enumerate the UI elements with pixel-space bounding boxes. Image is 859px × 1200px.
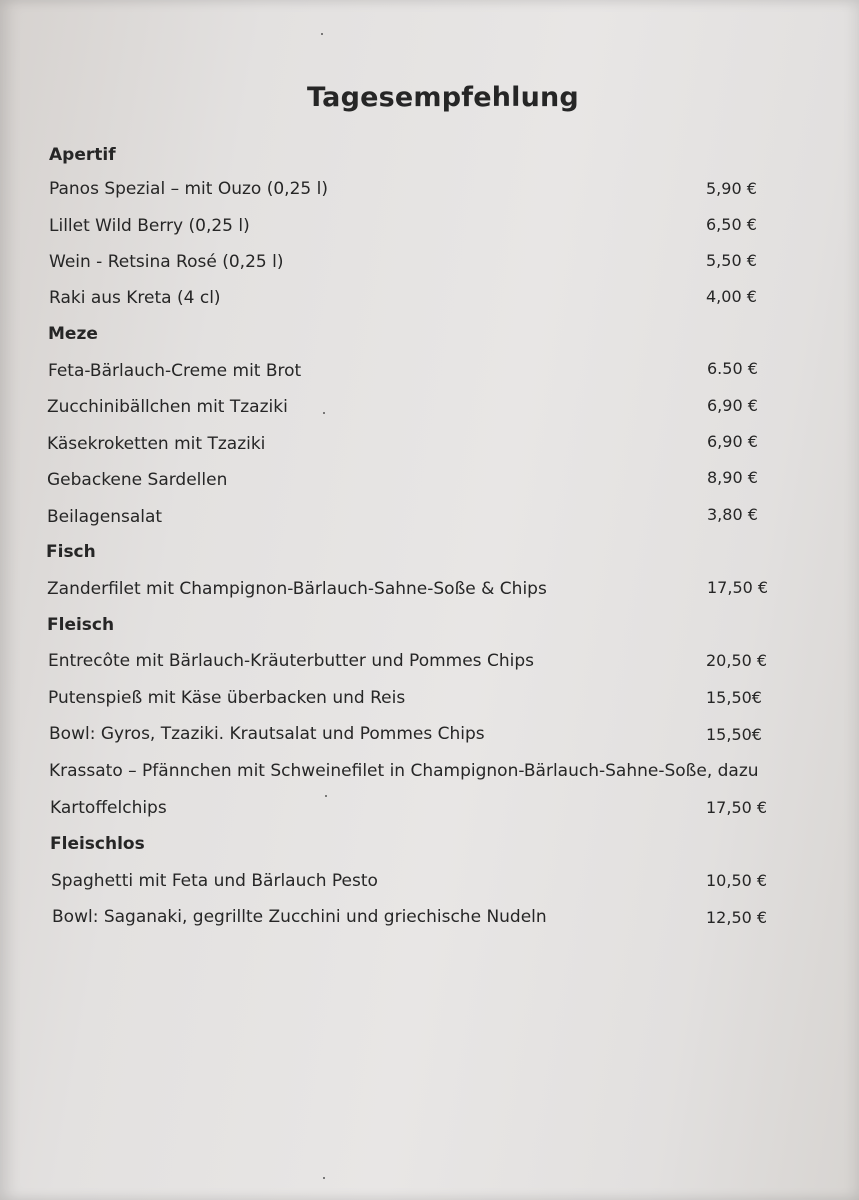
menu-item-name: Käsekroketten mit Tzaziki — [47, 434, 266, 454]
menu-item-name: Raki aus Kreta (4 cl) — [49, 288, 221, 308]
menu-item-price: 4,00 € — [706, 287, 757, 306]
section-heading-fleisch: Fleisch — [47, 615, 115, 635]
menu-item-name: Bowl: Gyros, Tzaziki. Krautsalat und Pommes Chips — [49, 724, 485, 744]
menu-item-name: Panos Spezial – mit Ouzo (0,25 l) — [49, 179, 328, 199]
menu-item-price: 5,90 € — [706, 179, 757, 198]
section-heading-fisch: Fisch — [46, 542, 96, 562]
menu-item-price: 15,50€ — [706, 725, 762, 744]
menu-item-price: 17,50 € — [707, 578, 769, 597]
menu-item-price: 15,50€ — [706, 688, 762, 707]
menu-item-name: Zucchinibällchen mit Tzaziki — [47, 397, 288, 417]
menu-item-price: 6.50 € — [707, 359, 758, 378]
menu-item-price: 17,50 € — [706, 798, 768, 817]
menu-item-price: 6,50 € — [706, 215, 757, 234]
menu-item-name: Spaghetti mit Feta und Bärlauch Pesto — [51, 871, 378, 891]
menu-item-name: Lillet Wild Berry (0,25 l) — [49, 216, 250, 236]
menu-item-price: 10,50 € — [706, 871, 768, 890]
menu-item-name: Entrecôte mit Bärlauch-Kräuterbutter und Pommes Chips — [48, 651, 534, 671]
section-heading-fleischlos: Fleischlos — [50, 834, 145, 854]
menu-item-price: 6,90 € — [707, 396, 758, 415]
menu-item-name: Beilagensalat — [47, 507, 163, 527]
menu-item-price: 3,80 € — [707, 505, 758, 524]
menu-item-name: Krassato – Pfännchen mit Schweinefilet in Champignon-Bärlauch-Sahne-Soße, dazu — [49, 761, 759, 781]
paper-speck — [323, 1177, 325, 1179]
paper-speck — [323, 412, 325, 414]
menu-item-price: 6,90 € — [707, 432, 758, 451]
menu-item-name: Wein - Retsina Rosé (0,25 l) — [49, 252, 284, 272]
menu-item-name: Bowl: Saganaki, gegrillte Zucchini und griechische Nudeln — [52, 907, 547, 927]
menu-item-price: 20,50 € — [706, 651, 768, 670]
menu-item-price: 5,50 € — [706, 251, 757, 270]
menu-item-name: Putenspieß mit Käse überbacken und Reis — [48, 688, 406, 708]
menu-item-name: Zanderfilet mit Champignon-Bärlauch-Sahne-Soße & Chips — [47, 579, 547, 599]
page-title: Tagesempfehlung — [307, 82, 579, 113]
paper-speck — [321, 33, 323, 35]
paper-speck — [325, 795, 327, 797]
section-heading-meze: Meze — [48, 324, 98, 344]
menu-item-name: Feta-Bärlauch-Creme mit Brot — [48, 361, 302, 381]
section-heading-apertif: Apertif — [49, 145, 116, 165]
menu-item-name: Kartoffelchips — [50, 798, 167, 818]
menu-item-price: 8,90 € — [707, 468, 758, 487]
menu-item-name: Gebackene Sardellen — [47, 470, 228, 490]
menu-item-price: 12,50 € — [706, 908, 768, 927]
